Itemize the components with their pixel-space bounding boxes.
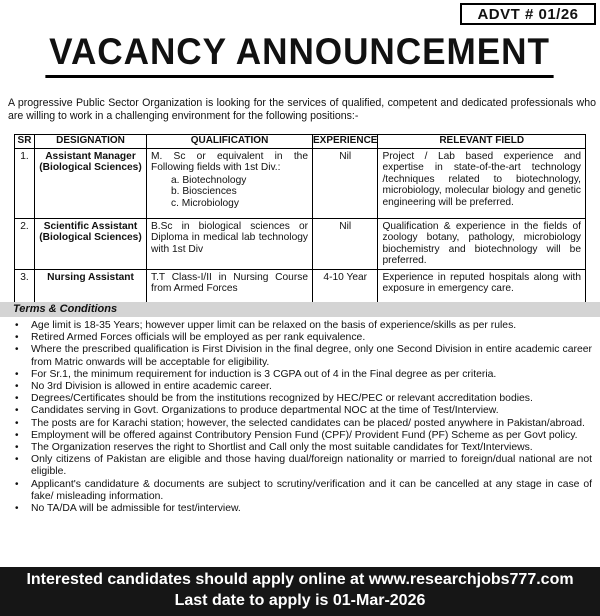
row-qualification: T.T Class-I/II in Nursing Course from Armed Forces — [147, 269, 313, 303]
header-relevant-field: RELEVANT FIELD — [378, 135, 586, 149]
bullet-icon: • — [15, 478, 19, 490]
list-item — [14, 418, 592, 430]
row-designation: Nursing Assistant — [35, 269, 147, 303]
term-text: Applicant's candidature & documents are subject to scrutiny/verification and it can be cancelled at any stage in case of fake/ misleading information. — [31, 478, 592, 502]
header-sr: SR — [15, 135, 35, 149]
table-row — [15, 269, 586, 303]
table-header-row — [15, 135, 586, 149]
bullet-icon: • — [15, 405, 19, 417]
header-qualification: QUALIFICATION — [147, 135, 313, 149]
term-text: Degrees/Certificates should be from the institutions recognized by HEC/PEC or relevant accreditation bodies. — [31, 393, 533, 405]
list-item — [14, 405, 592, 417]
list-item — [14, 381, 592, 393]
bullet-icon: • — [15, 429, 19, 441]
term-text: Only citizens of Pakistan are eligible and those having dual/foreign nationality or married to foreign/dual national are not eligible. — [31, 454, 592, 478]
term-text: The posts are for Karachi station; however, the selected candidates can be placed/ posted anywhere in Pakistan/abroad. — [31, 417, 585, 429]
apply-footer — [0, 567, 600, 616]
bullet-icon: • — [15, 442, 19, 454]
list-item: b. Biosciences — [171, 186, 237, 198]
bullet-icon: • — [15, 320, 19, 331]
intro-paragraph: A progressive Public Sector Organization is looking for the services of qualified, competent and dedicated professionals who are willing to work in a challenging environment for the following positions:- — [8, 97, 596, 122]
term-text: Retired Armed Forces officials will be employed as per rank equivalence. — [31, 332, 366, 344]
row-qualification — [147, 149, 313, 219]
row-relevant-field: Experience in reputed hospitals along with exposure in emergency care. — [378, 269, 586, 303]
term-text: For Sr.1, the minimum requirement for induction is 3 CGPA out of 4 in the Final degree as per criteria. — [31, 368, 497, 380]
bullet-icon: • — [15, 344, 19, 356]
row-experience: Nil — [313, 219, 378, 270]
list-item: c. Microbiology — [171, 198, 239, 209]
term-text: Candidates serving in Govt. Organizations to produce departmental NOC at the time of Test/Interview. — [31, 405, 499, 417]
table-row — [15, 219, 586, 270]
row-qualification: B.Sc in biological sciences or Diploma in medical lab technology with 1st Div — [147, 219, 313, 270]
row-sr: 3. — [15, 269, 35, 303]
list-item — [14, 393, 592, 405]
row-sr: 2. — [15, 219, 35, 270]
bullet-icon: • — [15, 417, 19, 429]
apply-online-text: Interested candidates should apply online at www.researchjobs777.com — [26, 571, 574, 588]
row-experience: 4-10 Year — [313, 269, 378, 303]
header-experience: EXPERIENCE — [313, 135, 378, 149]
last-date-text: Last date to apply is 01-Mar-2026 — [174, 592, 426, 609]
row-designation: Scientific Assistant (Biological Sciences) — [35, 219, 147, 270]
bullet-icon: • — [15, 393, 19, 405]
title-container — [0, 30, 600, 78]
positions-table — [14, 134, 586, 304]
bullet-icon: • — [15, 332, 19, 344]
table-row — [15, 149, 586, 219]
qualification-subitems — [151, 175, 308, 210]
term-text: Employment will be offered against Contributory Pension Fund (CPF)/ Provident Fund (PF) Scheme as per Govt policy. — [31, 429, 578, 441]
row-relevant-field: Qualification & experience in the fields of zoology botany, pathology, microbiology biochemistry and biotechnology will be preferred. — [378, 219, 586, 270]
term-text: Age limit is 18-35 Years; however upper limit can be relaxed on the basis of experience/skills as per rules. — [31, 320, 517, 331]
list-item — [14, 369, 592, 381]
term-text: No TA/DA will be admissible for test/interview. — [31, 503, 241, 515]
terms-list — [14, 320, 592, 515]
bullet-icon: • — [15, 381, 19, 393]
list-item — [14, 454, 592, 478]
bullet-icon: • — [15, 368, 19, 380]
header-designation: DESIGNATION — [35, 135, 147, 149]
list-item — [14, 503, 592, 515]
bullet-icon: • — [15, 454, 19, 466]
list-item — [14, 479, 592, 503]
row-relevant-field: Project / Lab based experience and expertise in state-of-the-art technology /techniques related to biotechnology, microbiology, molecular biology and genetic engineering will be preferred. — [378, 149, 586, 219]
list-item — [14, 430, 592, 442]
term-text: Where the prescribed qualification is First Division in the final degree, only one Second Division in entire academic career from Matric onwards will be acceptable for eligibility. — [31, 344, 592, 368]
advertisement-number: ADVT # 01/26 — [460, 3, 596, 25]
row-sr: 1. — [15, 149, 35, 219]
list-item — [14, 332, 592, 344]
list-item — [14, 344, 592, 368]
qualification-text: M. Sc or equivalent in the Following fields with 1st Div.: — [151, 151, 308, 174]
term-text: No 3rd Division is allowed in entire academic career. — [31, 381, 272, 393]
terms-heading: Terms & Conditions — [0, 302, 600, 317]
term-text: The Organization reserves the right to Shortlist and Call only the most suitable candidates for Text/Interviews. — [31, 442, 533, 454]
list-item — [14, 320, 592, 332]
row-experience: Nil — [313, 149, 378, 219]
page-title: VACANCY ANNOUNCEMENT — [46, 30, 554, 78]
list-item: a. Biotechnology — [171, 174, 247, 186]
list-item — [14, 442, 592, 454]
bullet-icon: • — [15, 503, 19, 515]
row-designation: Assistant Manager (Biological Sciences) — [35, 149, 147, 219]
